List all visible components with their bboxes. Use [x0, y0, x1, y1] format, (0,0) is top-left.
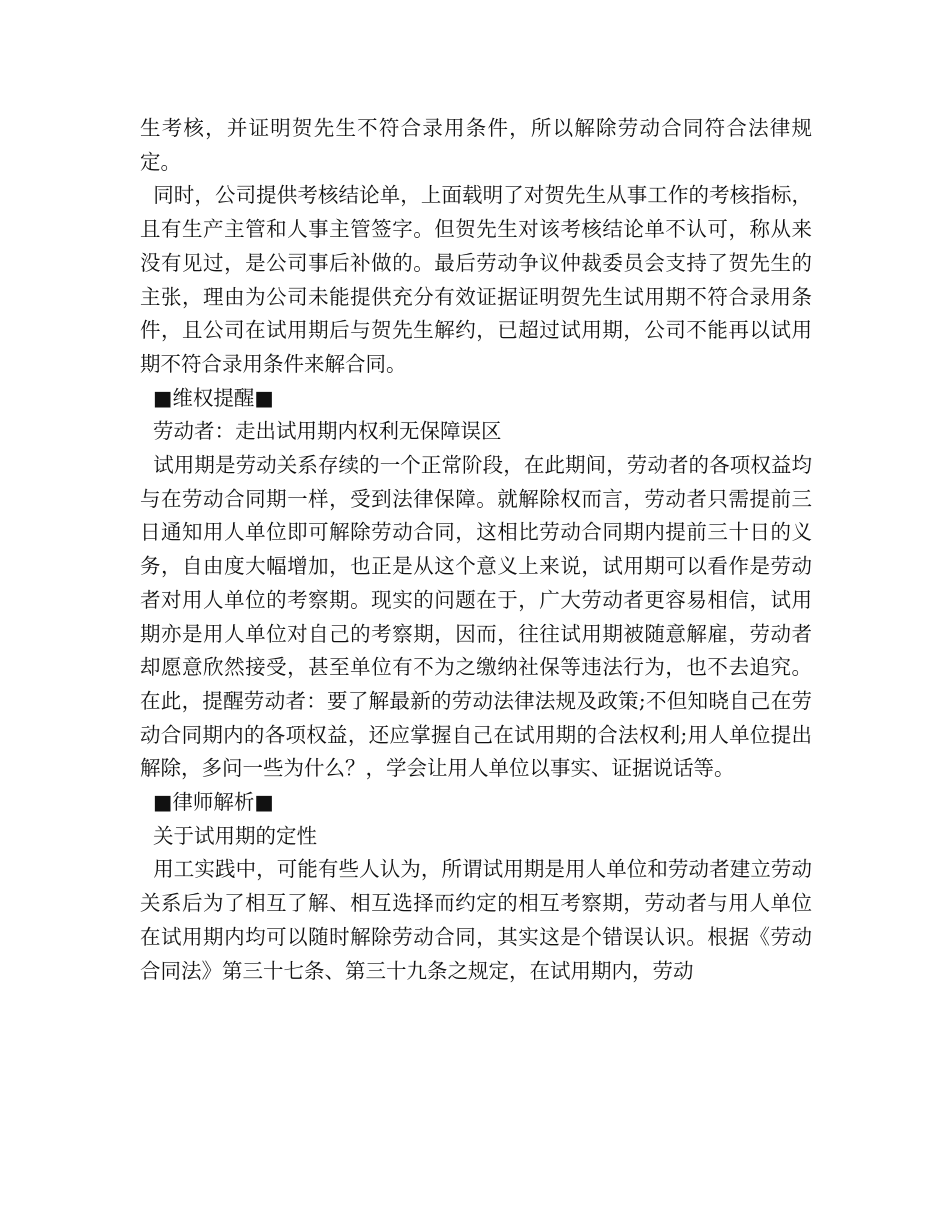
paragraph-assessment-sheet: 同时，公司提供考核结论单，上面载明了对贺先生从事工作的考核指标，且有生产主管和人事主管签字。但贺先生对该考核结论单不认可，称从来没有见过，是公司事后补做的。最后劳动争议仲裁委员会支持了贺先生的主张，理由为公司未能提供充分有效证据证明贺先生试用期不符合录用条件，且公司在试用期后与贺先生解约，已超过试用期，公司不能再以试用期不符合录用条件来解合同。 [140, 183, 812, 376]
subheading-probation-nature: 关于试用期的定性 [140, 823, 318, 848]
section-heading-rights-reminder: ■维权提醒■ [140, 385, 274, 410]
document-body [140, 112, 812, 988]
section-heading-lawyer-analysis: ■律师解析■ [140, 790, 274, 815]
paragraph-probation-rights: 试用期是劳动关系存续的一个正常阶段，在此期间，劳动者的各项权益均与在劳动合同期一样，受到法律保障。就解除权而言，劳动者只需提前三日通知用人单位即可解除劳动合同，这相比劳动合同期内提前三十日的义务，自由度大幅增加，也正是从这个意义上来说，试用期可以看作是劳动者对用人单位的考察期。现实的问题在于，广大劳动者更容易相信，试用期亦是用人单位对自己的考察期，因而，往往试用期被随意解雇，劳动者却愿意欣然接受，甚至单位有不为之缴纳社保等违法行为，也不去追究。在此，提醒劳动者：要了解最新的劳动法律法规及政策;不但知晓自己在劳动合同期内的各项权益，还应掌握自己在试用期的合法权利;用人单位提出解除，多问一些为什么？，学会让用人单位以事实、证据说话等。 [140, 453, 812, 781]
subheading-worker-probation: 劳动者：走出试用期内权利无保障误区 [140, 419, 502, 444]
paragraph-probation-misconception: 用工实践中，可能有些人认为，所谓试用期是用人单位和劳动者建立劳动关系后为了相互了解、相互选择而约定的相互考察期，劳动者与用人单位在试用期内均可以随时解除劳动合同，其实这是个错误认识。根据《劳动合同法》第三十七条、第三十九条之规定，在试用期内，劳动 [140, 857, 812, 983]
paragraph-case-conclusion-tail: 生考核，并证明贺先生不符合录用条件，所以解除劳动合同符合法律规定。 [140, 116, 812, 174]
